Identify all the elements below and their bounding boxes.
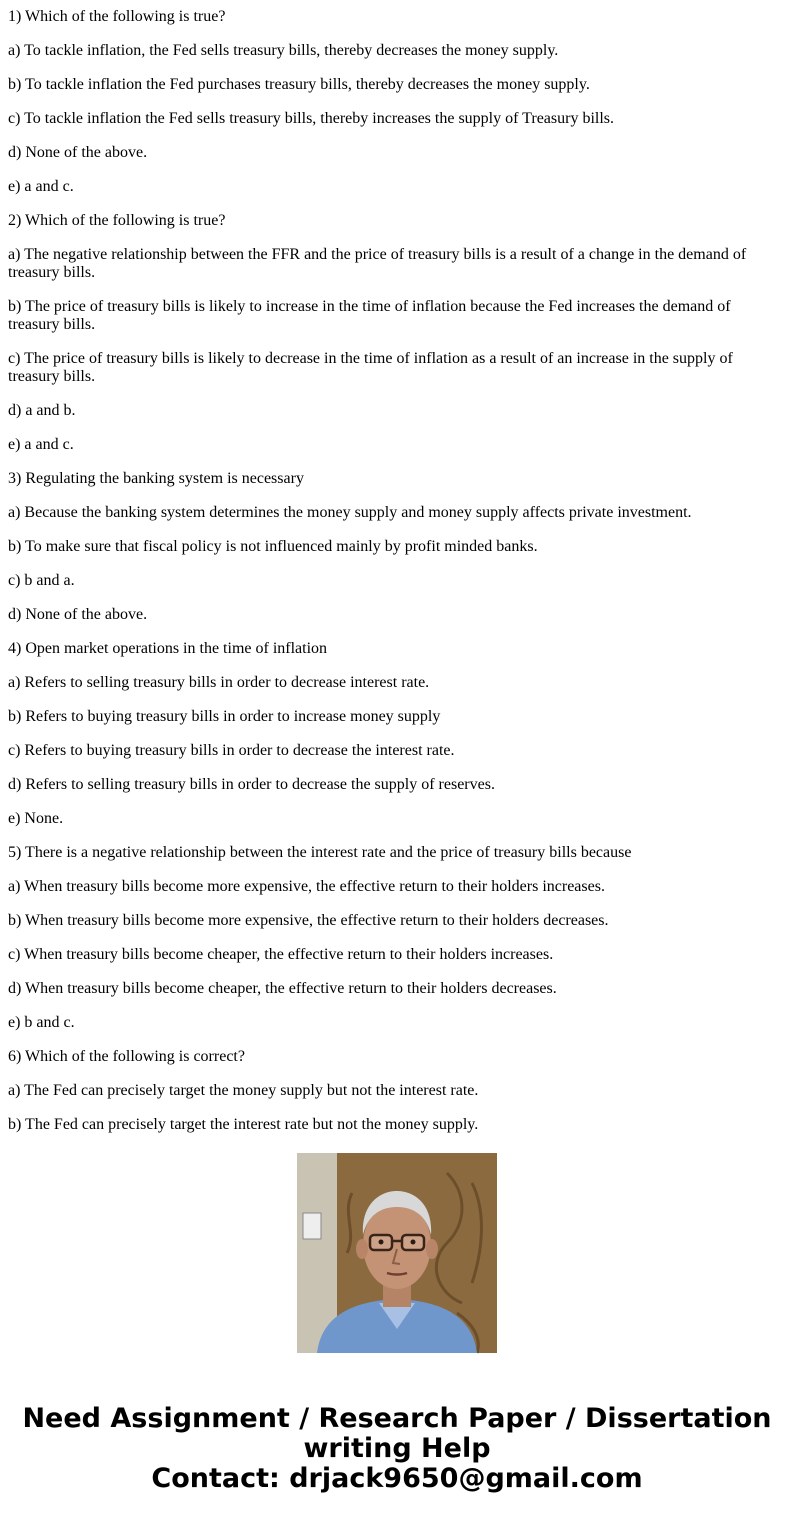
question-2-option-c: c) The price of treasury bills is likely to decrease in the time of inflation as a result of an increase in the supply of treasury bills. [8,350,733,385]
promo-line-1: Need Assignment / Research Paper / Dissertation [22,1403,772,1434]
question-5-option-d: d) When treasury bills become cheaper, the effective return to their holders decreases. [8,980,557,997]
question-5: 5) There is a negative relationship between the interest rate and the price of treasury bills because [8,844,632,861]
question-1-option-e: e) a and c. [8,178,74,195]
question-2-option-e: e) a and c. [8,436,74,453]
question-4-option-a: a) Refers to selling treasury bills in order to decrease interest rate. [8,674,430,691]
question-3: 3) Regulating the banking system is necessary [8,470,304,487]
portrait-eye-right [411,1240,416,1245]
question-4-option-e: e) None. [8,810,64,827]
question-4-option-c: c) Refers to buying treasury bills in order to decrease the interest rate. [8,742,455,759]
tutor-portrait [297,1153,497,1353]
promo-line-2: writing Help [303,1433,491,1464]
question-3-option-a: a) Because the banking system determines the money supply and money supply affects private investment. [8,504,692,521]
question-1-option-d: d) None of the above. [8,144,148,161]
question-4-option-d: d) Refers to selling treasury bills in order to decrease the supply of reserves. [8,776,495,793]
question-1-option-a: a) To tackle inflation, the Fed sells treasury bills, thereby decreases the money supply. [8,42,559,59]
promo-banner [0,1404,794,1494]
question-5-option-e: e) b and c. [8,1014,75,1031]
question-3-option-d: d) None of the above. [8,606,148,623]
question-6-option-a: a) The Fed can precisely target the money supply but not the interest rate. [8,1082,479,1099]
portrait-ear-left [356,1239,368,1259]
question-5-option-b: b) When treasury bills become more expensive, the effective return to their holders decreases. [8,912,609,929]
question-1-option-b: b) To tackle inflation the Fed purchases treasury bills, thereby decreases the money supply. [8,76,590,93]
question-6: 6) Which of the following is correct? [8,1048,245,1065]
portrait-eye-left [379,1240,384,1245]
question-3-option-b: b) To make sure that fiscal policy is not influenced mainly by profit minded banks. [8,538,538,555]
question-1: 1) Which of the following is true? [8,8,226,25]
question-2-option-d: d) a and b. [8,402,76,419]
question-3-option-c: c) b and a. [8,572,75,589]
wall-switch [303,1213,321,1239]
promo-contact: Contact: drjack9650@gmail.com [151,1463,643,1494]
question-5-option-a: a) When treasury bills become more expensive, the effective return to their holders increases. [8,878,605,895]
portrait-ear-right [426,1239,438,1259]
tutor-avatar [297,1153,497,1353]
question-4: 4) Open market operations in the time of inflation [8,640,328,657]
question-1-option-c: c) To tackle inflation the Fed sells treasury bills, thereby increases the supply of Treasury bills. [8,110,615,127]
question-2-option-b: b) The price of treasury bills is likely to increase in the time of inflation because the Fed increases the demand of treasury bills. [8,298,731,333]
question-2-option-a: a) The negative relationship between the FFR and the price of treasury bills is a result of a change in the demand of treasury bills. [8,246,747,281]
question-5-option-c: c) When treasury bills become cheaper, the effective return to their holders increases. [8,946,554,963]
question-4-option-b: b) Refers to buying treasury bills in order to increase money supply [8,708,441,725]
question-2: 2) Which of the following is true? [8,212,226,229]
quiz-content [8,0,768,1133]
question-6-option-b: b) The Fed can precisely target the interest rate but not the money supply. [8,1116,479,1133]
